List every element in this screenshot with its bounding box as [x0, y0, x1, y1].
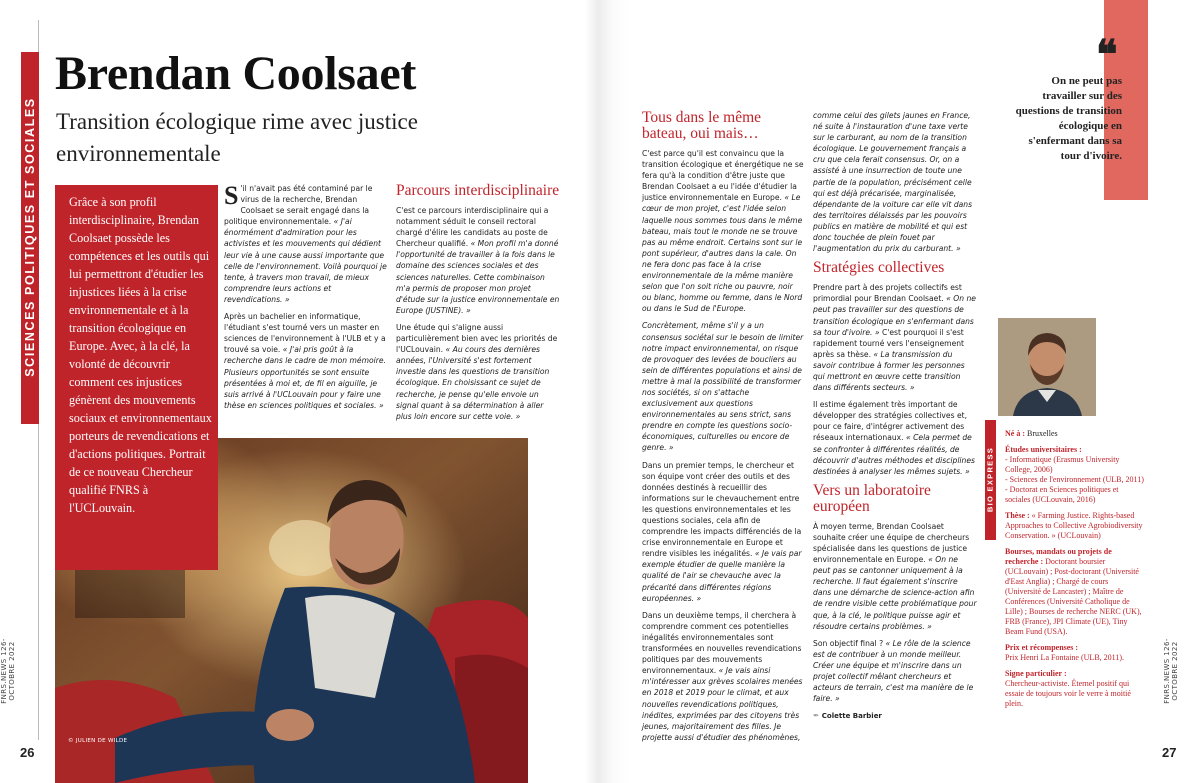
heading-parcours: Parcours interdisciplinaire [396, 182, 560, 199]
col4-p4-text: À moyen terme, Brendan Coolsaet souhaite créer une équipe de chercheurs spécialisée dans les questions de justice environnementale en Europe. [813, 521, 970, 565]
quill-icon: ✒ [813, 711, 820, 721]
article-column-1 [224, 183, 390, 417]
col3-p1-text: C'est parce qu'il est convaincu que la transition écologique et énergétique ne se fera qu'à la condition d'être juste que Brendan Coolsaet a eu l'idée d'étudier la justice environnementale en Europe. [642, 149, 804, 203]
col3-p4-text: Dans un deuxième temps, il cherchera à comprendre comment ces potentielles inégalités environnementales sont transformées en nouvelles revendications politiques par des mouvements environnementaux. [642, 610, 802, 676]
bio-awards-label: Prix et récompenses [1005, 643, 1074, 652]
col2-p1-quote: « Mon profil m'a donné l'opportunité de travailler à la fois dans le domaine des sciences sociales et des sciences naturelles. Cette combinaison m'a permis de proposer mon projet d'étude sur la justice environnementale en Europe (JUSTINE). » [396, 239, 560, 315]
heading-strategies: Stratégies collectives [813, 259, 945, 277]
intro-box [55, 185, 218, 570]
page-number-left: 26 [20, 745, 35, 760]
col4-p2-quote-b: « La transmission du savoir contribue à former les personnes qui mettront en œuvre cette transition dans différents secteurs. » [813, 349, 965, 393]
page-number-right: 27 [1162, 745, 1177, 760]
author-signature: Colette Barbier [821, 712, 882, 721]
bio-photo [998, 318, 1096, 416]
bio-study-item: - Informatique (Erasmus University College, 2006) [1005, 455, 1120, 474]
photo-credit: © JULIEN DE WILDE [68, 738, 128, 744]
bio-express: Né à : Bruxelles Études universitaires : - Informatique (Erasmus University College, 2006) - Sciences de l'environnement (ULB, 2011) - Doctorat en Sciences politiques et sociales (UCLouvain, 2016) Thèse : « Farming Justice. Rights-based Approaches to Collective Agrobiodiversity Conservation. » (UCLouvain) Bourses, mandats ou projets de recherche : Doctorant boursier (UCLouvain) ; Post-doctorant (Université d'East Anglia) ; Chargé de cours (Université de Lancaster) ; Maître de Conférences (Université Catholique de Lille) ; Bourses de recherche NERC (UK), FRB (France), JPI Climate (UE), Tiny Beam Fund (USA). Prix et récompenses : Prix Henri La Fontaine (ULB, 2011). Signe particulier : Chercheur-activiste. Éternel positif qui essaie de toujours voir le verre à moitié plein. [1005, 429, 1144, 708]
bio-born-label: Né à [1005, 429, 1021, 438]
bio-studies-label: Études universitaires [1005, 445, 1078, 454]
col2-p1-text: C'est ce parcours interdisciplinaire qui a notamment séduit le conseil rectoral chargé d'élire les candidats au poste de Chercheur qualifié. [396, 206, 549, 249]
section-label: SCIENCES POLITIQUES ET SOCIALES [23, 97, 37, 377]
intro-text: Grâce à son profil interdisciplinaire, Brendan Coolsaet possède les compétences et les outils qui lui permettront d'étudier les injustices liées à la crise environnementale et à la transition écologique en Europe. Avec, à la clé, la volonté de découvrir comment ces injustices génèrent des mouvements sociaux et environnementaux porteurs de revendications et d'actions politiques. Portrait de ce nouveau Chercheur qualifié FNRS à l'UCLouvain. [69, 195, 212, 515]
bio-grants-value: Doctorant boursier (UCLouvain) ; Post-doctorant (Université d'East Anglia) ; Chargé de cours (Université de Lancaster) ; Maître de Conférences (Université Catholique de Lille) ; Bourses de recherche NERC (UK), FRB (France), JPI Climate (UE), Tiny Beam Fund (USA). [1005, 557, 1142, 636]
col4-p3-quote: « Cela permet de se confronter à différentes réalités, de découvrir d'autres méthodes et disciplines destinées à analyser les mêmes sujets. » [813, 433, 975, 476]
col2-p2-quote: « Au cours des dernières années, l'Université s'est fortement investie dans les questions de transition écologique. En choisissant ce sujet de recherche, je pense qu'elle envoie un signal quant à sa détermination à aller plus loin encore sur cette voie. » [396, 345, 550, 421]
col1-p2-quote: « J'ai pris goût à la recherche dans le cadre de mon mémoire. Plusieurs opportunités se sont ensuite présentées à moi et, de fil en aiguille, je suis arrivé à l'UCLouvain pour y faire une thèse en sciences politiques et sociales. » [224, 345, 386, 410]
heading-bateau: Tous dans le même bateau, oui mais… [642, 109, 762, 142]
quote-mark-icon: ❝ [1096, 32, 1118, 77]
article-column-3 [642, 110, 804, 749]
col3-p4-quote: « Je vais ainsi m'intéresser aux grèves scolaires menées en 2018 et 2019 pour le climat, et aux nouvelles revendications politiques, inédites, exprimées par des citoyens très jeunes, majoritairement des filles. Je projette aussi d'étudier des phénomènes, [642, 666, 803, 742]
bio-grants-label: Bourses, mandats ou projets de recherche [1005, 547, 1112, 566]
col3-p3-quote: « Je vais par exemple étudier de quelle manière la qualité de l'air se chevauche avec la précarité dans différentes régions européennes. » [642, 549, 802, 603]
col2-p2-text: Une étude qui s'aligne aussi particulièrement bien avec les priorités de l'UCLouvain. [396, 322, 558, 355]
col4-p3-text: Il estime également très important de développer des stratégies collectives et, pour ce faire, d'intégrer activement des réseaux internationaux. [813, 400, 968, 443]
col3-p3-text: Dans un premier temps, le chercheur et son équipe vont créer des outils et des données destinés à recueillir des informations sur le chevauchement entre les questions environnementales et les questions sociales, cela afin de comprendre les impacts différenciés de la crise environnementale en Europe et rendre visibles les inégalités. [642, 460, 802, 559]
col3-p2-quote: Concrètement, même s'il y a un consensus sociétal sur le besoin de limiter notre impact environnemental, on risque de provoquer des levées de boucliers au sein de différentes populations et ainsi de mettre à mal la possibilité de transformer nos sociétés, si on s'attache exclusivement aux questions environnementales au sens strict, sans prendre en compte les questions socio-économiques, culturelles ou encore de genre. » [642, 321, 804, 453]
col1-p1-quote: « J'ai énormément d'admiration pour les activistes et les mouvements qui dédient leur vie à une cause aussi importante que celle de l'environnement. Voilà pourquoi je tente, à travers mon travail, de mieux comprendre leurs actions et revendications. » [224, 217, 387, 304]
article-subtitle: Transition écologique rime avec justice environnementale [56, 109, 418, 166]
col4-p5-text: Son objectif final ? [813, 638, 884, 648]
issue-label-right: FNRS.NEWS 126-OCTOBRE 2022 [1163, 638, 1179, 704]
article-title: Brendan Coolsaet [55, 47, 417, 100]
bio-trait-value: Chercheur-activiste. Éternel positif qui essaie de toujours voir le verre à moitié plein. [1005, 679, 1131, 708]
col1-p1-text: 'il n'avait pas été contaminé par le virus de la recherche, Brendan Coolsaet se serait engagé dans la politique environnementale. [224, 184, 373, 227]
col4-p2-quote: « On ne peut pas travailler sur des questions de transition écologique en s'enfermant dans sa tour d'ivoire. » [813, 294, 976, 337]
col4-p4-quote: « On ne peut pas se cantonner uniquement à la recherche. Il faut également s'inscrire dans une démarche de science-action afin de rendre visible cette problématique pour que, à la clé, le politique puisse agir et résoudre certains problèmes. » [813, 555, 977, 631]
bio-awards-value: Prix Henri La Fontaine (ULB, 2011). [1005, 653, 1125, 662]
col4-p1-quote: comme celui des gilets jaunes en France, né suite à l'instauration d'une taxe verte sur le carburant, au nom de la transition écologique. Le gouvernement français a cru que cela ferait consensus. Or, on a assisté à une insurrection de toute une partie de la population, précisément celle qui est déjà précarisée, marginalisée, dépendante de la voiture car elle vit dans des territoires délaissés par les pouvoirs publics en matière de mobilité et qui est donc touchée de plein fouet par l'augmentation du prix du carburant. » [813, 111, 973, 254]
pull-quote: On ne peut pas travailler sur des questions de transition écologique en s'enfermant dans sa tour d'ivoire. [1015, 75, 1122, 162]
bio-born-value: Bruxelles [1027, 429, 1058, 438]
col1-p2-text: Après un bachelier en informatique, l'étudiant s'est tourné vers un master en sciences de l'environnement à l'ULB et y a trouvé sa voie. [224, 312, 386, 355]
col4-p2-text: Prendre part à des projets collectifs est primordial pour Brendan Coolsaet. [813, 283, 962, 304]
bio-label: BIO EXPRESS [985, 446, 995, 513]
drop-cap: S [224, 181, 239, 210]
bio-thesis-value: « Farming Justice. Rights-based Approaches to Collective Agrobiodiversity Conservation. » (UCLouvain) [1005, 511, 1143, 540]
bio-study-item: - Doctorat en Sciences politiques et sociales (UCLouvain, 2016) [1005, 485, 1119, 504]
bio-study-item: - Sciences de l'environnement (ULB, 2011) [1005, 475, 1144, 484]
bio-portrait-illustration [998, 318, 1096, 416]
issue-label-left: FNRS.NEWS 126-OCTOBRE 2022 [0, 638, 16, 704]
col3-p1-quote: « Le cœur de mon projet, c'est l'idée selon laquelle nous sommes tous dans le même bateau, mais tout le monde ne se trouve pas au même endroit. Certains sont sur le pont supérieur, d'autres dans la cale. On ne fera donc pas face à la crise environnementale de la même manière selon que l'on soit riche ou pauvre, noir ou blanc, homme ou femme, dans le Nord ou dans le Sud de l'Europe. [642, 193, 803, 314]
bio-trait-label: Signe particulier [1005, 669, 1062, 678]
bio-thesis-label: Thèse [1005, 511, 1025, 520]
heading-laboratoire: Vers un laboratoire européen [813, 481, 931, 515]
col4-p2-text-b: C'est pourquoi il s'est rapidement tourné vers l'enseignement après sa thèse. [813, 327, 965, 359]
article-column-4 [813, 110, 977, 727]
article-column-2 [396, 183, 560, 428]
col4-p5-quote: « Le rôle de la science est de contribuer à un monde meilleur. Créer une équipe et m'inscrire dans un projet collectif mêlant chercheurs et acteurs de terrain, c'est ma manière de le faire. » [813, 638, 974, 704]
